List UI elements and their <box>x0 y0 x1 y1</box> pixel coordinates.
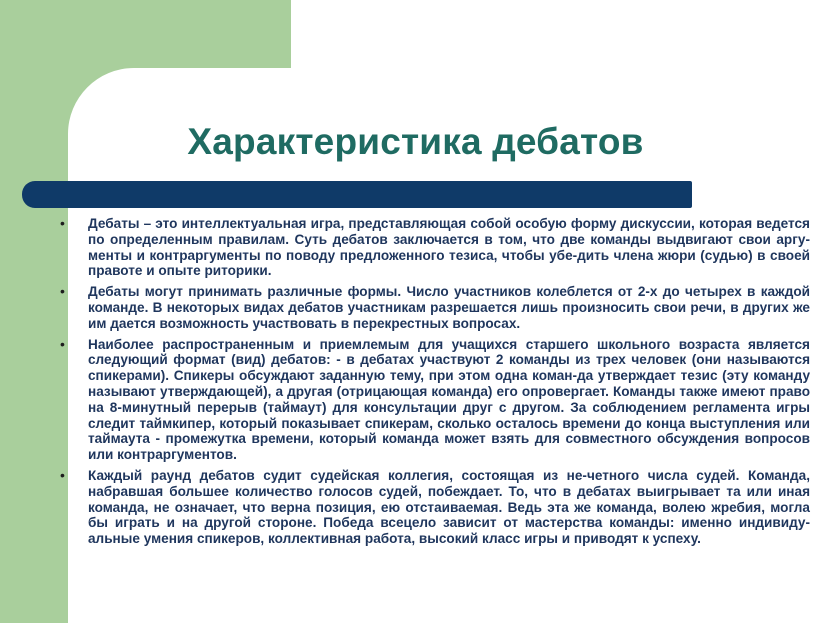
title-underline-bar <box>22 181 692 208</box>
bullet-text: Дебаты – это интеллектуальная игра, представляющая собой особую форму дискуссии, которая ведется по определенным правилам. Суть дебатов заключается в том, что две команды выдвигают свои аргу-менты и контраргументы по поводу предложенного тезиса, чтобы убе-дить члена жюри (судью) в своей правоте и опыте риторики. <box>88 216 810 279</box>
bullet-dot: • <box>60 335 65 352</box>
slide-title: Характеристика дебатов <box>187 121 644 162</box>
list-item <box>60 468 810 547</box>
bullet-text: Наиболее распространенным и приемлемым для учащихся старшего школьного возраста является следующий формат (вид) дебатов: - в дебатах участвуют 2 команды из трех человек (они называются спикерами). Спикеры обсуждают заданную тему, при этом одна коман-да утверждает тезис (эту команду называют утверждающей), а другая (отрицающая команда) его опровергает. Команды также имеют право на 8-минутный перерыв (таймаут) для консультации друг с другом. За соблюдением регламента игры следит таймкипер, который показывает спикерам, сколько осталось времени до конца выступления или таймаута - промежутка времени, который команда может взять для совместного обсуждения вопросов или контраргументов. <box>88 336 810 463</box>
list-item <box>60 284 810 331</box>
list-item <box>60 337 810 463</box>
list-item <box>60 216 810 279</box>
bullet-list <box>60 216 810 552</box>
bullet-text: Каждый раунд дебатов судит судейская коллегия, состоящая из не-четного числа судей. Команда, набравшая большее количество голосов судей, побеждает. То, что в дебатах выигрывает та или иная команда, не означает, что верна позиция, ею отстаиваемая. Ведь эта же команда, волею жребия, могла бы играть и на другой стороне. Победа всецело зависит от мастерства команды: именно индивиду-альные умения спикеров, коллективная работа, высокий класс игры и приводят к успеху. <box>88 467 810 547</box>
bullet-dot: • <box>60 466 65 483</box>
bullet-dot: • <box>60 215 65 231</box>
bullet-text: Дебаты могут принимать различные формы. Число участников колеблется от 2-х до четырех в каждой команде. В некоторых видах дебатов участникам разрешается лишь произносить свои речи, в других же им дается возможность участвовать в перекрестных вопросах. <box>88 284 810 331</box>
bullet-dot: • <box>60 283 65 300</box>
